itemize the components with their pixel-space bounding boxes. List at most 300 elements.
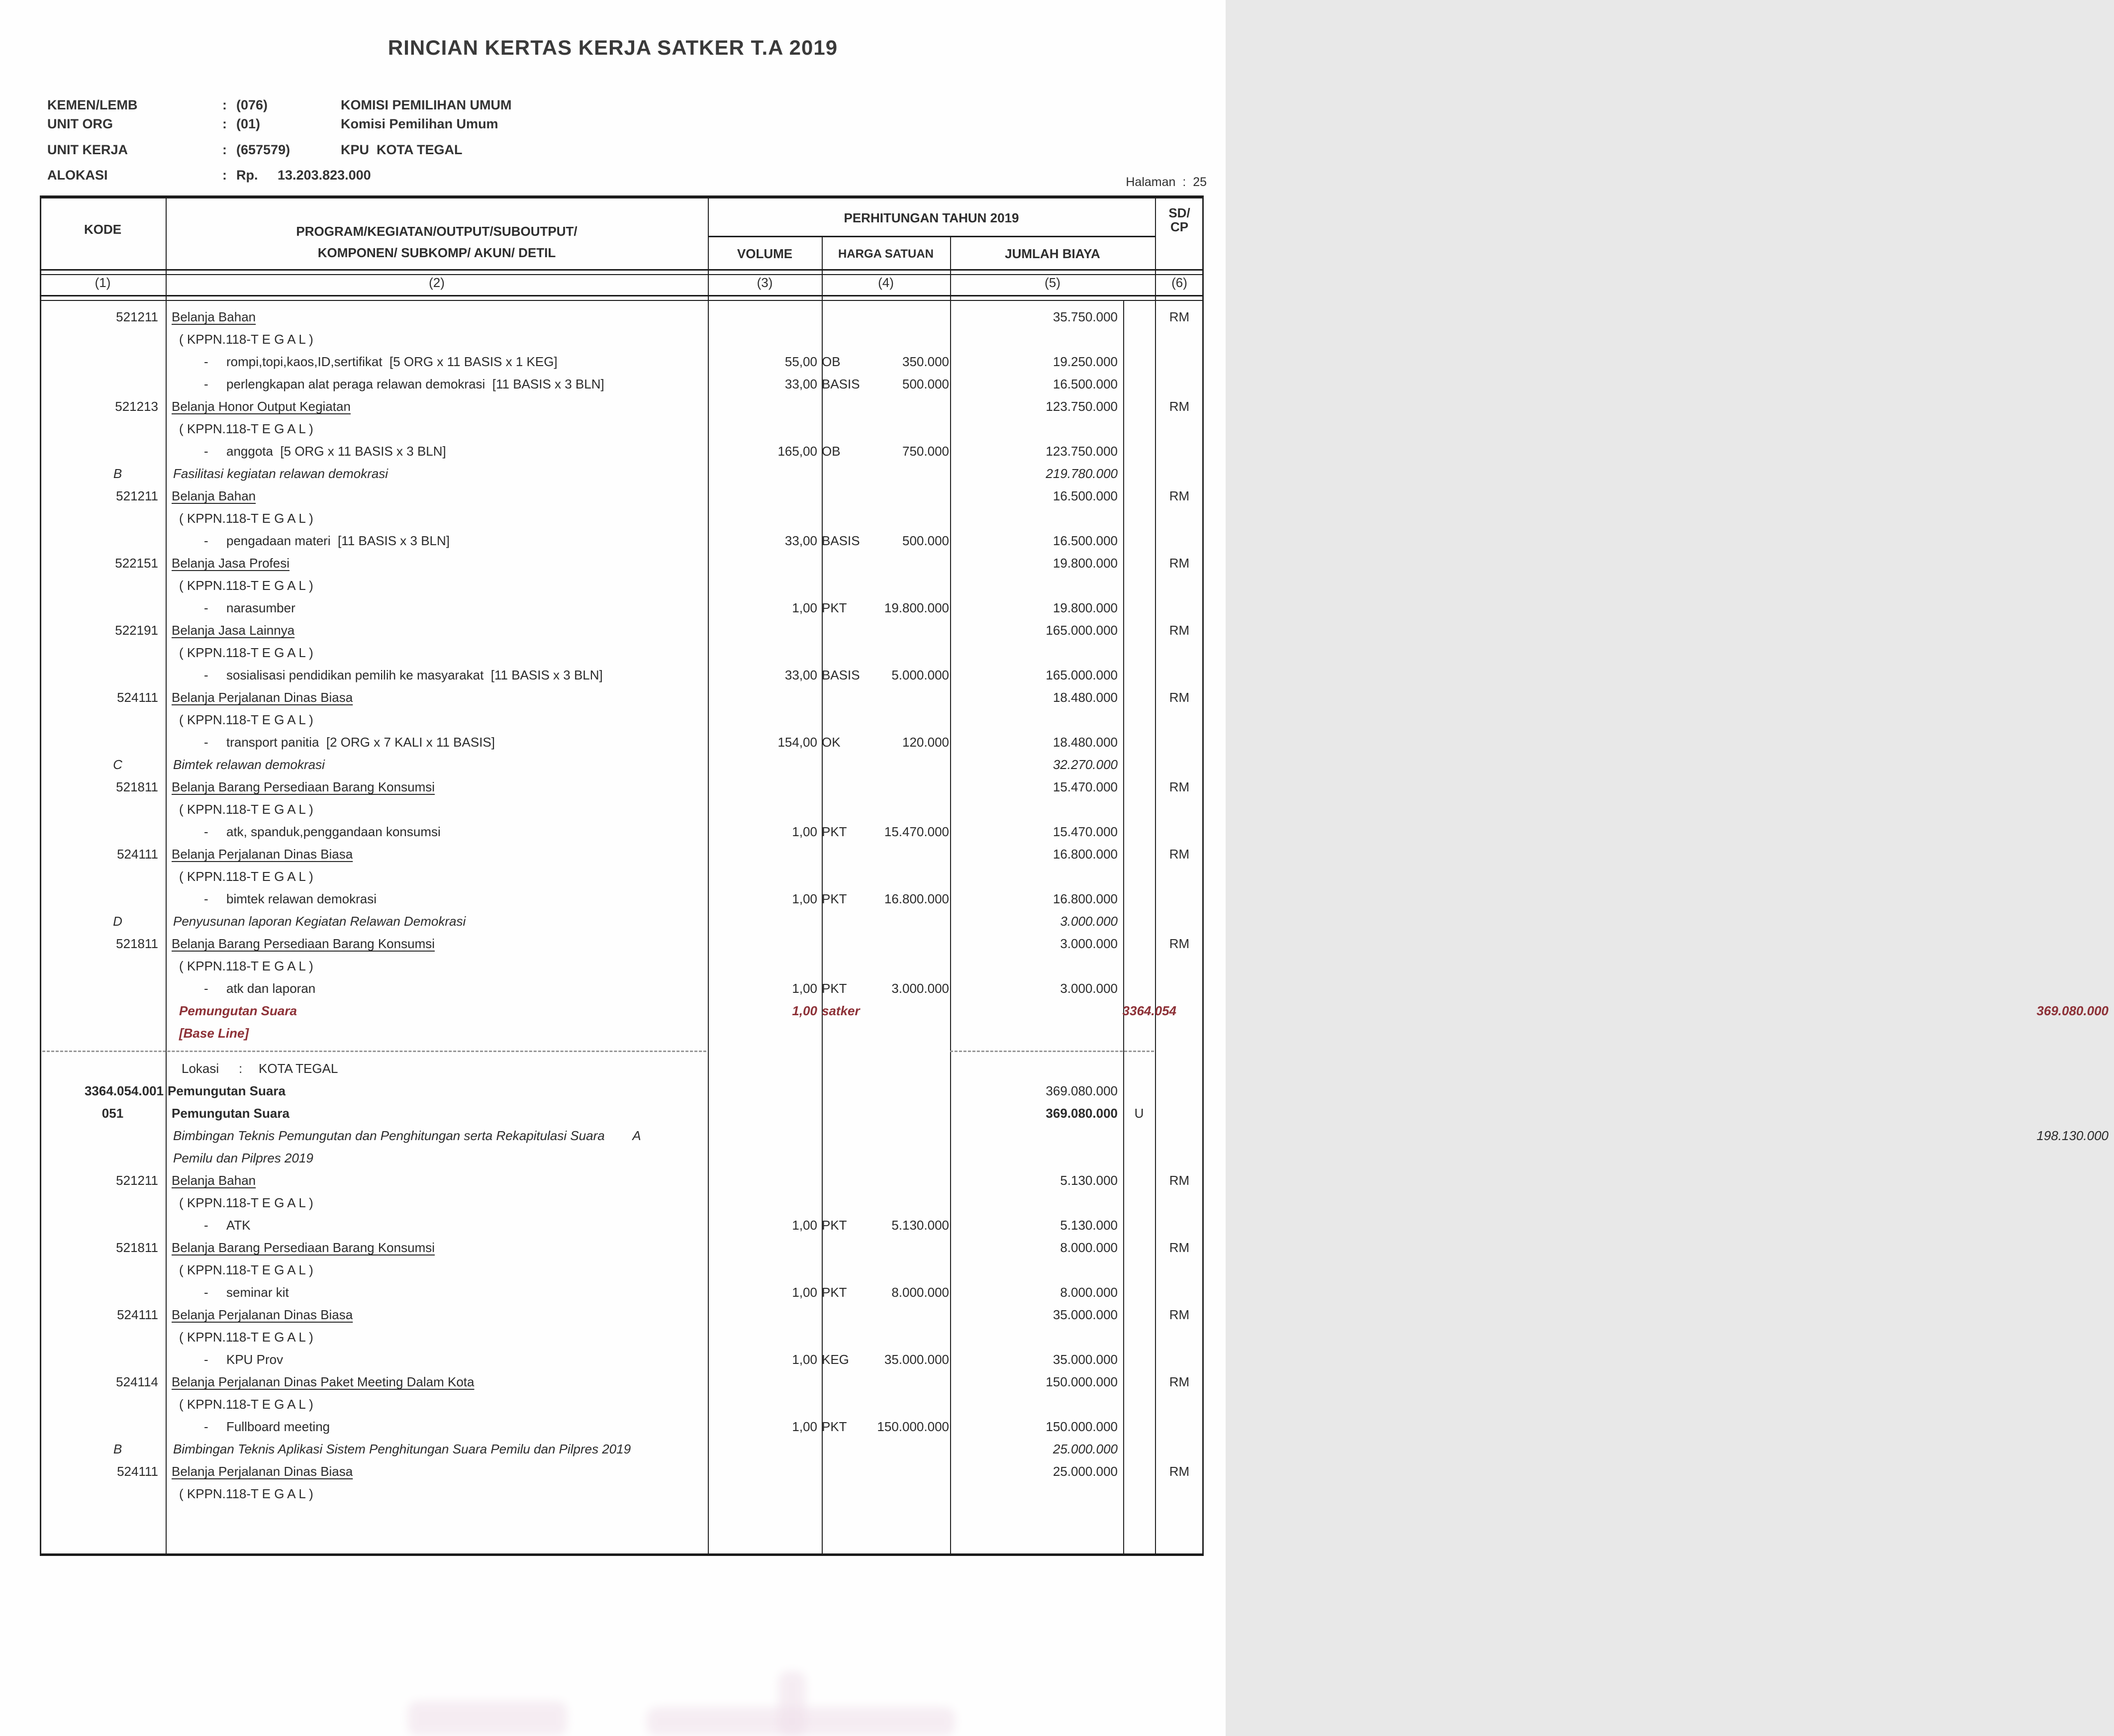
table-row (40, 619, 1204, 642)
col-number-4: (4) (878, 275, 894, 290)
komponen-name: Pemungutan Suara (172, 1106, 289, 1121)
meta-row-unitorg (0, 116, 1226, 135)
component-name: Penyusunan laporan Kegiatan Relawan Demokrasi (173, 914, 466, 929)
table-row (40, 575, 1204, 597)
detail-dash: - (204, 735, 208, 750)
table-bottom-border (40, 1553, 1204, 1556)
kode-cell: 3364.054.001 (84, 1083, 164, 1098)
kppn-label: ( KPPN.118-T E G A L ) (179, 578, 313, 593)
volume-unit: BASIS (822, 377, 860, 391)
account-name: Belanja Barang Persediaan Barang Konsumsi (172, 1240, 435, 1255)
kode-cell: 522191 (115, 623, 158, 638)
table-row (40, 709, 1204, 731)
kode-cell: 524111 (117, 690, 158, 705)
kode-cell: 521211 (116, 309, 158, 324)
volume-cell (708, 373, 860, 395)
kppn-label: ( KPPN.118-T E G A L ) (179, 421, 313, 436)
jumlah-cell: 35.000.000 (1053, 1352, 1118, 1367)
account-name: Belanja Jasa Lainnya (172, 623, 295, 638)
volume-unit: PKT (822, 824, 847, 839)
program-cell (166, 1371, 708, 1393)
table-row (40, 731, 1204, 754)
jumlah-cell: 123.750.000 (1046, 399, 1118, 414)
table-row (40, 328, 1204, 351)
volume-cell (708, 1349, 849, 1371)
jumlah-cell: 165.000.000 (1046, 623, 1118, 638)
jumlah-cell: 15.470.000 (1053, 824, 1118, 839)
table-row (40, 1045, 1204, 1058)
kppn-label: ( KPPN.118-T E G A L ) (179, 511, 313, 526)
volume-number: 55,00 (784, 354, 817, 369)
kppn-label: ( KPPN.118-T E G A L ) (179, 712, 313, 727)
volume-cell (708, 440, 841, 463)
sdcp-cell: RM (1169, 1173, 1190, 1188)
table-row (40, 1169, 1204, 1192)
volume-unit: OB (822, 354, 841, 369)
program-cell (166, 1000, 708, 1045)
program-cell (166, 1483, 708, 1505)
detail-description: atk dan laporan (226, 981, 316, 996)
table-row (40, 1371, 1204, 1393)
account-name: Belanja Bahan (172, 488, 256, 503)
kppn-label: ( KPPN.118-T E G A L ) (179, 1262, 313, 1277)
volume-number: 165,00 (777, 444, 817, 459)
table-row (40, 933, 1204, 955)
kode-cell: 521811 (116, 779, 158, 794)
harga-cell: 35.000.000 (884, 1352, 949, 1367)
detail-dash: - (204, 1218, 208, 1233)
table-row (40, 1393, 1204, 1416)
harga-cell: 8.000.000 (891, 1285, 949, 1300)
table-row (40, 1326, 1204, 1349)
meta-code: (657579) (236, 142, 290, 157)
meta-colon: : (222, 97, 227, 112)
harga-cell: 120.000 (902, 735, 949, 750)
detail-description: ATK (226, 1218, 251, 1233)
jumlah-cell: 16.800.000 (1053, 891, 1118, 906)
volume-unit: BASIS (822, 533, 860, 548)
jumlah-cell: 5.130.000 (1060, 1218, 1118, 1233)
program-cell (166, 507, 708, 530)
account-name: Belanja Barang Persediaan Barang Konsumsi (172, 936, 435, 951)
detail-dash: - (204, 1419, 208, 1434)
table-row (40, 1438, 1204, 1460)
col-header-harga-satuan: HARGA SATUAN (838, 247, 934, 261)
program-cell (166, 910, 708, 933)
sdcp-cell: RM (1169, 847, 1190, 862)
program-cell (166, 440, 708, 463)
perhitungan-divider (708, 236, 1155, 237)
kode-cell: 521211 (116, 1173, 158, 1188)
volume-cell (708, 664, 860, 686)
meta-label: ALOKASI (47, 168, 108, 183)
program-cell (166, 798, 708, 821)
program-cell (166, 821, 708, 843)
volume-number: 1,00 (792, 1419, 817, 1434)
meta-label: UNIT ORG (47, 116, 113, 131)
program-cell (166, 306, 708, 328)
harga-cell: 150.000.000 (877, 1419, 949, 1434)
volume-number: 1,00 (792, 1003, 817, 1018)
jumlah-cell: 369.080.000 (1046, 1106, 1118, 1121)
jumlah-cell: 16.500.000 (1053, 377, 1118, 391)
sdcp-cell: RM (1169, 488, 1190, 503)
table-rows (40, 306, 2109, 1505)
table-row (40, 888, 1204, 910)
jumlah-cell: 369.080.000 (1046, 1083, 1118, 1098)
program-cell (166, 351, 708, 373)
detail-dash: - (204, 354, 208, 369)
volume-cell (708, 731, 841, 754)
program-cell (166, 530, 708, 552)
meta-row-kemenlemb (0, 97, 1226, 116)
program-cell (166, 328, 708, 351)
col-number-2: (2) (429, 275, 445, 290)
kode-cell: 524111 (117, 1307, 158, 1322)
program-cell (166, 1326, 708, 1349)
program-cell (166, 888, 708, 910)
volume-unit: PKT (822, 1419, 847, 1434)
meta-code: (076) (236, 97, 268, 112)
program-cell (166, 866, 708, 888)
account-name: Belanja Barang Persediaan Barang Konsumsi (172, 779, 435, 794)
kppn-label: ( KPPN.118-T E G A L ) (179, 332, 313, 347)
program-cell (166, 597, 708, 619)
program-cell (166, 1281, 708, 1304)
kode-cell: 521811 (116, 1240, 158, 1255)
program-cell (166, 977, 708, 1000)
component-name-line2: Pemilu dan Pilpres 2019 (173, 1151, 313, 1165)
table-row (40, 798, 1204, 821)
account-name: Belanja Perjalanan Dinas Biasa (172, 1307, 353, 1322)
sdcp-cell: RM (1169, 399, 1190, 414)
detail-description: rompi,topi,kaos,ID,sertifikat [5 ORG x 11 BASIS x 1 KEG] (226, 354, 558, 369)
page-number: Halaman : 25 (1126, 175, 1207, 189)
account-name: Belanja Perjalanan Dinas Biasa (172, 1464, 353, 1479)
program-cell (166, 485, 708, 507)
program-cell (166, 664, 708, 686)
volume-cell (708, 977, 847, 1000)
jumlah-cell: 165.000.000 (1046, 668, 1118, 682)
table-row (40, 821, 1204, 843)
program-cell (166, 1304, 708, 1326)
col-header-program-line1: PROGRAM/KEGIATAN/OUTPUT/SUBOUTPUT/ (296, 224, 577, 239)
program-cell (166, 1438, 708, 1460)
harga-cell: 750.000 (902, 444, 949, 459)
table-row (40, 910, 1204, 933)
meta-code: Rp. (236, 168, 258, 183)
lokasi-value: KOTA TEGAL (259, 1061, 338, 1076)
table-row (40, 1304, 1204, 1326)
kode-cell: D (113, 914, 122, 929)
account-name: Belanja Jasa Profesi (172, 556, 290, 571)
table-row (40, 686, 1204, 709)
lokasi-colon: : (239, 1061, 243, 1076)
kppn-label: ( KPPN.118-T E G A L ) (179, 869, 313, 884)
kode-cell: 521213 (115, 399, 158, 414)
component-name: Bimtek relawan demokrasi (173, 757, 325, 772)
volume-cell (708, 351, 841, 373)
harga-cell: 5.130.000 (891, 1218, 949, 1233)
sdcp-cell: RM (1169, 690, 1190, 705)
table-body (40, 300, 2109, 1553)
meta-colon: : (222, 168, 227, 183)
volume-cell (708, 1281, 847, 1304)
col-header-sdcp-line2: CP (1170, 219, 1189, 234)
program-cell (166, 642, 708, 664)
volume-number: 1,00 (792, 824, 817, 839)
detail-description: transport panitia [2 ORG x 7 KALI x 11 BASIS] (226, 735, 495, 750)
suboutput-name: Pemungutan Suara (168, 1083, 286, 1098)
program-cell (166, 1080, 708, 1102)
program-cell (166, 1192, 708, 1214)
program-cell (166, 709, 708, 731)
volume-number: 1,00 (792, 1285, 817, 1300)
program-cell (166, 418, 708, 440)
table-row (40, 1416, 1204, 1438)
col-number-5: (5) (1045, 275, 1060, 290)
table-row (40, 351, 1204, 373)
program-cell (166, 933, 708, 955)
volume-unit: satker (822, 1003, 860, 1018)
jumlah-cell: 19.800.000 (1053, 600, 1118, 615)
volume-unit: PKT (822, 1218, 847, 1233)
table-row (40, 1281, 1204, 1304)
jumlah-cell: 369.080.000 (2036, 1003, 2109, 1018)
kppn-label: ( KPPN.118-T E G A L ) (179, 1486, 313, 1501)
program-cell (166, 754, 708, 776)
meta-colon: : (222, 116, 227, 131)
program-cell (166, 1169, 708, 1192)
jumlah-cell: 32.270.000 (1053, 757, 1118, 772)
dashed-separator (42, 1051, 706, 1052)
jumlah-cell: 8.000.000 (1060, 1285, 1118, 1300)
detail-description: narasumber (226, 600, 295, 615)
volume-cell (708, 1214, 847, 1237)
table-row (40, 1483, 1204, 1505)
jumlah-cell: 19.800.000 (1053, 556, 1118, 571)
program-cell (166, 843, 708, 866)
component-name: Bimbingan Teknis Aplikasi Sistem Penghitungan Suara Pemilu dan Pilpres 2019 (173, 1442, 631, 1456)
program-cell (166, 686, 708, 709)
detail-description: sosialisasi pendidikan pemilih ke masyarakat [11 BASIS x 3 BLN] (226, 668, 603, 682)
kppn-label: ( KPPN.118-T E G A L ) (179, 645, 313, 660)
dashed-separator (950, 1051, 1154, 1052)
kode-cell: 051 (101, 1106, 124, 1121)
output-baseline: [Base Line] (179, 1026, 249, 1041)
program-cell (166, 1058, 708, 1080)
table-row (40, 552, 1204, 575)
kode-cell: 522151 (115, 556, 158, 571)
detail-description: bimtek relawan demokrasi (226, 891, 377, 906)
table-row (40, 776, 1204, 798)
jumlah-cell: 3.000.000 (1060, 981, 1118, 996)
meta-label: KEMEN/LEMB (47, 97, 138, 112)
table-row (40, 1460, 1204, 1483)
jumlah-cell: 3.000.000 (1060, 936, 1118, 951)
kode-cell: B (113, 466, 122, 481)
table-row (40, 418, 1204, 440)
harga-cell: 500.000 (902, 377, 949, 391)
sdcp-cell: RM (1169, 779, 1190, 794)
table-row (40, 597, 1204, 619)
volume-unit: KEG (822, 1352, 849, 1367)
marker-cell: U (1134, 1106, 1144, 1121)
harga-cell: 15.470.000 (884, 824, 949, 839)
jumlah-cell: 25.000.000 (1053, 1464, 1118, 1479)
volume-number: 1,00 (792, 600, 817, 615)
detail-dash: - (204, 444, 208, 459)
program-cell (166, 776, 708, 798)
sdcp-cell: RM (1169, 1307, 1190, 1322)
kode-cell: 521211 (116, 488, 158, 503)
volume-number: 1,00 (792, 1218, 817, 1233)
output-name: Pemungutan Suara (179, 1003, 297, 1018)
account-name: Belanja Bahan (172, 1173, 256, 1188)
meta-row-alokasi (0, 168, 1226, 187)
sdcp-cell: RM (1169, 309, 1190, 324)
col-header-sdcp-line1: SD/ (1168, 205, 1190, 220)
col-number-3: (3) (757, 275, 773, 290)
meta-colon: : (222, 142, 227, 157)
table-header (40, 195, 1204, 300)
sdcp-cell: RM (1169, 1374, 1190, 1389)
detail-description: perlengkapan alat peraga relawan demokrasi [11 BASIS x 3 BLN] (226, 377, 604, 391)
meta-name: Komisi Pemilihan Umum (341, 116, 498, 131)
scan-smudge (408, 1701, 567, 1736)
program-cell (166, 575, 708, 597)
table-row (40, 1214, 1204, 1237)
volume-unit: OK (822, 735, 841, 750)
program-cell (166, 1259, 708, 1281)
harga-cell: 3.000.000 (891, 981, 949, 996)
program-cell (166, 1416, 708, 1438)
table-row (40, 507, 1204, 530)
detail-dash: - (204, 1285, 208, 1300)
table-row (40, 1058, 1204, 1080)
table-top-border (40, 195, 1204, 198)
volume-cell (708, 888, 847, 910)
sdcp-cell: RM (1169, 1464, 1190, 1479)
volume-cell (708, 821, 847, 843)
volume-cell (708, 530, 860, 552)
detail-dash: - (204, 981, 208, 996)
table-row (40, 754, 1204, 776)
jumlah-cell: 19.250.000 (1053, 354, 1118, 369)
detail-description: anggota [5 ORG x 11 BASIS x 3 BLN] (226, 444, 446, 459)
jumlah-cell: 18.480.000 (1053, 735, 1118, 750)
table-row (40, 1192, 1204, 1214)
col-header-kode: KODE (84, 222, 122, 237)
table-row (40, 642, 1204, 664)
col-number-1: (1) (95, 275, 111, 290)
program-cell (166, 731, 708, 754)
detail-description: seminar kit (226, 1285, 289, 1300)
account-name: Belanja Bahan (172, 309, 256, 324)
table-row (40, 1259, 1204, 1281)
program-cell (166, 1349, 708, 1371)
jumlah-cell: 219.780.000 (1046, 466, 1118, 481)
jumlah-cell: 15.470.000 (1053, 779, 1118, 794)
meta-name: KOMISI PEMILIHAN UMUM (341, 97, 512, 112)
jumlah-cell: 123.750.000 (1046, 444, 1118, 459)
jumlah-cell: 8.000.000 (1060, 1240, 1118, 1255)
jumlah-cell: 35.750.000 (1053, 309, 1118, 324)
program-cell (166, 619, 708, 642)
volume-unit: PKT (822, 600, 847, 615)
kppn-label: ( KPPN.118-T E G A L ) (179, 1397, 313, 1412)
program-cell (166, 1460, 708, 1483)
col-header-jumlah-biaya: JUMLAH BIAYA (1005, 246, 1100, 261)
kode-cell: B (113, 1442, 122, 1456)
kode-cell: 521811 (116, 936, 158, 951)
volume-number: 33,00 (784, 377, 817, 391)
harga-cell: 19.800.000 (884, 600, 949, 615)
volume-unit: PKT (822, 891, 847, 906)
program-cell (166, 1102, 708, 1125)
program-cell (166, 463, 708, 485)
kppn-label: ( KPPN.118-T E G A L ) (179, 1195, 313, 1210)
detail-description: pengadaan materi [11 BASIS x 3 BLN] (226, 533, 450, 548)
program-cell (166, 395, 708, 418)
component-name: Bimbingan Teknis Pemungutan dan Penghitungan serta Rekapitulasi Suara (173, 1128, 605, 1143)
volume-unit: OB (822, 444, 841, 459)
kode-cell: 3364.054 (1122, 1003, 1176, 1018)
volume-unit: BASIS (822, 668, 860, 682)
table-row (40, 440, 1204, 463)
harga-cell: 350.000 (902, 354, 949, 369)
volume-number: 1,00 (792, 891, 817, 906)
meta-name: 13.203.823.000 (278, 168, 371, 183)
detail-description: atk, spanduk,penggandaan konsumsi (226, 824, 441, 839)
account-name: Belanja Perjalanan Dinas Biasa (172, 690, 353, 705)
jumlah-cell: 18.480.000 (1053, 690, 1118, 705)
detail-dash: - (204, 377, 208, 391)
col-header-program-line2: KOMPONEN/ SUBKOMP/ AKUN/ DETIL (317, 245, 556, 260)
kppn-label: ( KPPN.118-T E G A L ) (179, 1330, 313, 1345)
program-cell (166, 1237, 708, 1259)
scan-smudge (778, 1671, 806, 1736)
jumlah-cell: 198.130.000 (2036, 1128, 2109, 1143)
table-row (40, 1237, 1204, 1259)
jumlah-cell: 16.500.000 (1053, 488, 1118, 503)
program-cell (166, 373, 708, 395)
detail-dash: - (204, 668, 208, 682)
kppn-label: ( KPPN.118-T E G A L ) (179, 959, 313, 973)
table-row (40, 463, 1204, 485)
table-row (40, 955, 1204, 977)
lokasi-label: Lokasi (182, 1061, 219, 1076)
detail-description: KPU Prov (226, 1352, 284, 1367)
table-row (40, 1080, 1204, 1102)
program-cell (166, 1393, 708, 1416)
sdcp-cell: RM (1169, 936, 1190, 951)
detail-dash: - (204, 891, 208, 906)
table-row (40, 843, 1204, 866)
harga-cell: 5.000.000 (891, 668, 949, 682)
sdcp-cell: RM (1169, 623, 1190, 638)
kode-cell: 524114 (116, 1374, 158, 1389)
kppn-label: ( KPPN.118-T E G A L ) (179, 802, 313, 817)
jumlah-cell: 16.800.000 (1053, 847, 1118, 862)
detail-dash: - (204, 600, 208, 615)
table-row (40, 664, 1204, 686)
volume-unit: PKT (822, 981, 847, 996)
table-row (40, 977, 1204, 1000)
jumlah-cell: 35.000.000 (1053, 1307, 1118, 1322)
harga-cell: 16.800.000 (884, 891, 949, 906)
table-row (40, 866, 1204, 888)
